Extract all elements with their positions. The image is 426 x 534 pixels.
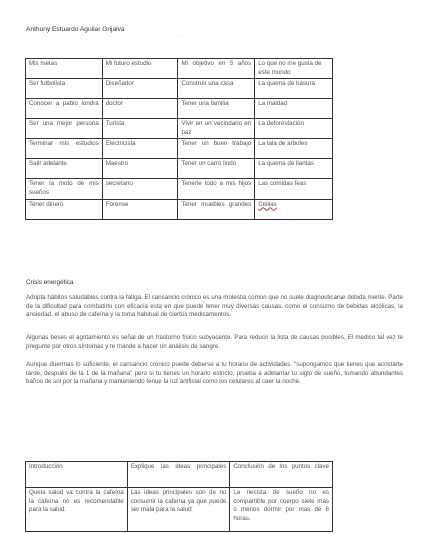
table-cell: secretario (102, 179, 178, 199)
table-cell: La deforestación (255, 119, 333, 139)
table-cell: Salir adelante (26, 159, 103, 179)
table-cell: Tener la moto de mis sueños (26, 179, 103, 199)
table-row (26, 79, 333, 99)
table-cell: Construir una casa (178, 79, 255, 99)
table-cell: La tala de arboles (255, 139, 333, 159)
table-cell: Explique las ideas principales (127, 462, 230, 488)
table-cell: La quema de basura (255, 79, 333, 99)
table-row (26, 462, 333, 488)
table-cell: Diseñador (102, 79, 178, 99)
paragraph: Adopta hábitos saludables contra la fatiga. El cansancio crónico es una molestia común que no suele diagnosticarse debida mente. Parte de la dificultad para combatirlo con eficacia esta en que puede tener muy diversas causas, como el consumo de bebidas alcólicas, la ansiedad, el abuso de cafeína y la toma habitual de ciertos medicamentos. (26, 294, 403, 319)
table-row (26, 99, 333, 119)
table-cell: Tener un carro lindo (178, 159, 255, 179)
table-cell: Ser futbolista (26, 79, 103, 99)
paragraph: Aunque duermas lo suficiente, el cansancio crónico puede deberse a tu horario de actividades. "supongamos que tienes que acostarte tarde, después de la 1 de la mañana" pero si tu tienes un horario estricto, prueba a adelantar tu siglo de sueño, tomando abundantes baños de sol por la mañana y manteniendo tenue la luz artificial como los celulares al caer la noche. (26, 361, 403, 386)
table-cell: La maldad (255, 99, 333, 119)
table-cell: Conclusión de los puntos clave (230, 462, 333, 488)
table-cell: Introducción (26, 462, 128, 488)
table-cell: Ser una mejor persona (26, 119, 103, 139)
summary-table (25, 461, 333, 532)
table-cell: Las comidas feas (255, 179, 333, 199)
paragraph: Algunas beses el agotamiento es señal de un trastorno físico subyacente. Para reducir la lista de causas posibles, El medico tal vez te pregunte por otros síntomas y te mande a hacer un análisis de sangre. (26, 334, 403, 350)
table-cell: Las ideas principales son de no consumir la cafeína ya que puede ser mala para la salud (127, 488, 230, 532)
table-cell: Electricista (102, 139, 178, 159)
author-name: Anthony Estuardo Aguilar Grijalva (26, 26, 125, 33)
table-row (26, 159, 333, 179)
table-row (26, 488, 333, 532)
table-cell: Lo que no me gusta de este mundo (255, 59, 333, 79)
table-cell: Turista (102, 119, 178, 139)
table-cell: Vivir en un vecindario en paz (178, 119, 255, 139)
table-cell: La quema de llantas (255, 159, 333, 179)
table-cell: Conocer a pablo londra (26, 99, 103, 119)
table-cell: Tenerle todo a mis hijos (178, 179, 255, 199)
table-cell (178, 59, 255, 79)
cell-text: Mi objetivo en 5 años (181, 60, 252, 67)
table-cell: Mis metas (26, 59, 103, 79)
table-cell: Terminar mis estudios (26, 139, 103, 159)
table-cell: Tener una familia (178, 99, 255, 119)
table-cell: La necista de sueño no es compartible por cuerpo siete mas o menos dormir por mas de 8 horas. (230, 488, 333, 532)
table-cell: Mi futuro estudio (102, 59, 178, 79)
table-cell: Forense (102, 199, 178, 219)
table-cell: doctor (102, 99, 178, 119)
table-row (26, 139, 333, 159)
misspelled-word: Celilas (258, 200, 277, 208)
table-cell: Tener un buen trabajo (178, 139, 255, 159)
table-row (26, 179, 333, 199)
table-cell (255, 199, 333, 219)
table-cell: Tener muebles grandes (178, 199, 255, 219)
section-title: Crisis energética (26, 279, 74, 286)
table-cell: Maestro (102, 159, 178, 179)
table-cell: Tener dinero (26, 199, 103, 219)
table-row (26, 119, 333, 139)
goals-table (25, 58, 333, 220)
author-subtext: - - - (176, 34, 181, 38)
table-row (26, 59, 333, 79)
table-row (26, 199, 333, 219)
table-cell: Quela salud va contra la cafeína la cafeína no es recomendable para la salud. (26, 488, 128, 532)
